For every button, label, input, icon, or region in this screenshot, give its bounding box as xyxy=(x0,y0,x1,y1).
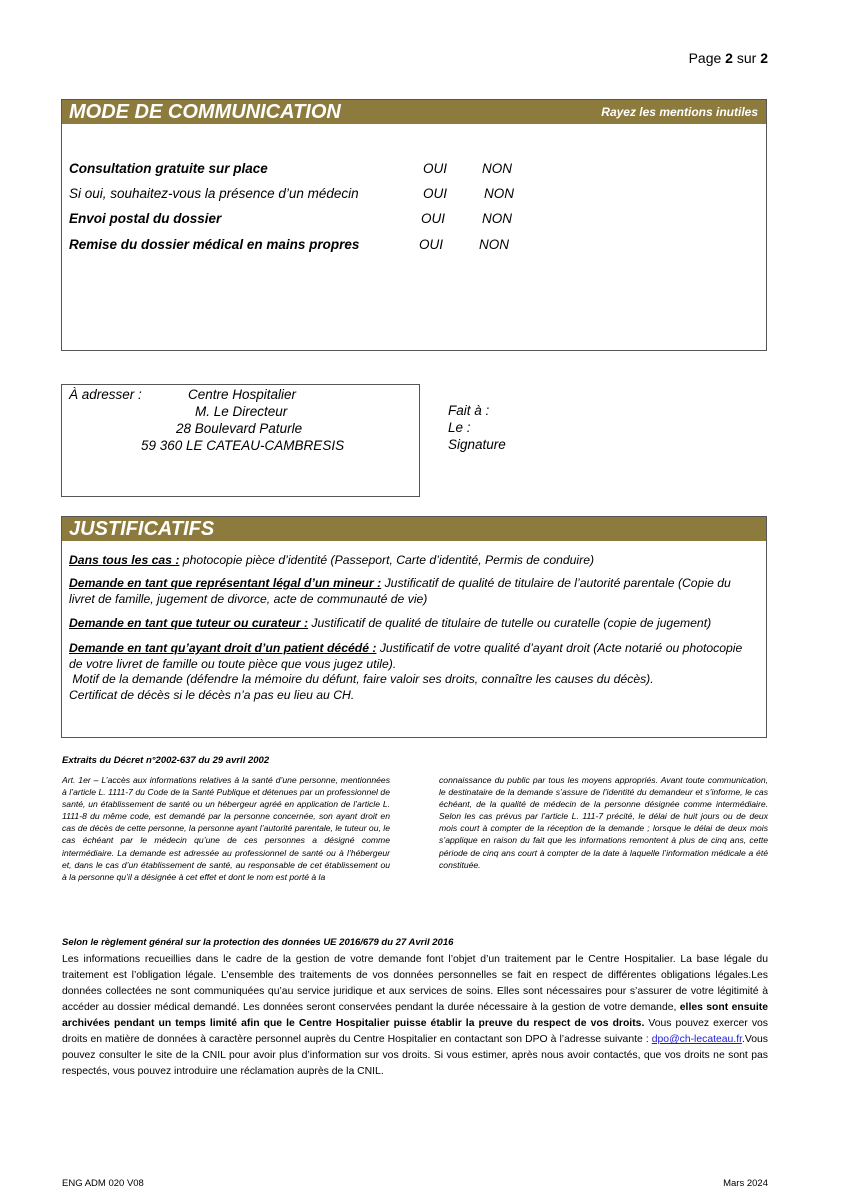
justificatif-item: Demande en tant que représentant légal d’un mineur : Justificatif de qualité de titulaire de l’autorité parentale (Copie du livret de famille, jugement de divorce, acte de communauté de vie) xyxy=(69,576,731,606)
address-line-3: 28 Boulevard Paturle xyxy=(176,421,303,436)
justificatif-item: Dans tous les cas : photocopie pièce d’identité (Passeport, Carte d’identité, Permis de conduire) xyxy=(69,553,595,567)
mode-yes-medecin: OUI xyxy=(423,186,448,201)
document-reference: ENG ADM 020 V08 xyxy=(62,1178,144,1189)
justificatifs-section xyxy=(61,516,767,738)
address-line-2: M. Le Directeur xyxy=(195,404,288,419)
mode-label-remise: Remise du dossier médical en mains propres xyxy=(69,237,360,252)
section-hint: Rayez les mentions inutiles xyxy=(601,105,758,119)
section-title: MODE DE COMMUNICATION xyxy=(69,101,341,123)
certificat-text: Certificat de décès si le décès n’a pas eu lieu au CH. xyxy=(69,688,355,702)
mode-no-consultation: NON xyxy=(482,161,512,176)
address-line-1: Centre Hospitalier xyxy=(188,387,297,402)
rgpd-text: Les informations recueillies dans le cadre de la gestion de votre demande font l’objet d’un traitement par le Centre Hospitalier. La base légale du traitement est l’obligation légale. L’ensemble des traitements de vos données personnelles se fait en respect de différentes obligations légales.Les données collectées ne sont communiquées qu’au service juridique et aux services de soins. Elles sont nécessaires pour s’assurer de votre légitimité à accéder au dossier médical demandé. Les données seront conservées pendant la durée nécessaire à la gestion de votre demande, elles sont ensuite archivées pendant un temps limité afin que le Centre Hospitalier puisse établir la preuve du respect de vos droits. Vous pouvez exercer vos droits en matière de données à caractère personnel auprès du Centre Hospitalier en contactant son DPO à l’adresse suivante : dpo@ch-lecateau.fr.Vous pouvez consulter le site de la CNIL pour avoir plus d’information sur vos droits. Si vous estimer, après nous avoir contactés, que vos droits ne sont pas respectés, vous pouvez introduire une réclamation auprès de la CNIL. xyxy=(62,954,768,1077)
justificatif-item: Demande en tant qu’ayant droit d’un patient décédé : Justificatif de votre qualité d’ayant droit (Acte notarié ou photocopie de votre livret de famille ou toute pièce que vous jugez utile). xyxy=(69,641,743,671)
decree-left-column: Art. 1er – L’accès aux informations relatives à la santé d’une personne, mentionnées à l’article L. 1111-7 du Code de la Santé Publique et détenues par un professionnel de santé, un établissement de santé ou un hébergeur agréé en application de l’article L. 1111-8 du même code, est demandé par la personne concernée, son ayant droit en cas de décès de cette personne, la personne ayant l’autorité parentale, le tuteur ou, le cas échéant par le médecin qu’une de ces personnes a désigné comme intermédiaire. La demande est adressée au professionnel de santé ou à l’hébergeur et, dans le cas d’un établissement de santé, au responsable de cet établissement ou à la personne qu’il a désignée à cet effet et dont le nom est porté à la xyxy=(62,775,390,882)
mode-no-envoi-postal: NON xyxy=(482,211,512,226)
signature-label: Signature xyxy=(448,437,506,452)
address-box xyxy=(61,384,420,497)
address-label: À adresser : xyxy=(69,387,142,402)
justificatif-item: Demande en tant que tuteur ou curateur : Justificatif de qualité de titulaire de tutelle ou curatelle (copie de jugement) xyxy=(69,616,712,630)
mode-label-consultation: Consultation gratuite sur place xyxy=(69,161,268,176)
mode-yes-remise: OUI xyxy=(419,237,444,252)
mode-yes-envoi-postal: OUI xyxy=(421,211,446,226)
fait-a-label: Fait à : xyxy=(448,403,490,418)
page-number: Page 2 sur 2 xyxy=(688,50,768,66)
le-label: Le : xyxy=(448,420,471,435)
mode-yes-consultation: OUI xyxy=(423,161,448,176)
section-title: JUSTIFICATIFS xyxy=(69,518,215,540)
rgpd-title: Selon le règlement général sur la protection des données UE 2016/679 du 27 Avril 2016 xyxy=(62,937,454,948)
mode-no-remise: NON xyxy=(479,237,509,252)
section-header xyxy=(62,100,766,124)
mode-label-medecin: Si oui, souhaitez-vous la présence d’un médecin xyxy=(69,186,359,201)
decree-right-column: connaissance du public par tous les moyens appropriés. Avant toute communication, le destinataire de la demande s’assure de l’identité du demandeur et s’informe, le cas échéant, de la qualité de médecin de la personne désignée comme intermédiaire. Selon les cas prévus par l’article L. 111-7 précité, le délai de huit jours ou de deux mois court à compter de la réception de la demande ; lorsque le délai de deux mois s’applique en raison du fait que les informations remontent à plus de cinq ans, cette période de cinq ans court à compter de la date à laquelle l’information médicale a été constituée. xyxy=(439,775,768,870)
mode-label-envoi-postal: Envoi postal du dossier xyxy=(69,211,222,226)
address-line-4: 59 360 LE CATEAU-CAMBRESIS xyxy=(141,438,345,453)
mode-communication-section xyxy=(61,99,767,351)
decree-title: Extraits du Décret n°2002-637 du 29 avril 2002 xyxy=(62,755,270,766)
document-date: Mars 2024 xyxy=(723,1178,768,1189)
mode-no-medecin: NON xyxy=(484,186,514,201)
dpo-email-link[interactable]: dpo@ch-lecateau.fr xyxy=(651,1034,742,1045)
section-header xyxy=(62,517,766,541)
motif-text: Motif de la demande (défendre la mémoire du défunt, faire valoir ses droits, connaître les causes du décès). xyxy=(69,672,654,686)
